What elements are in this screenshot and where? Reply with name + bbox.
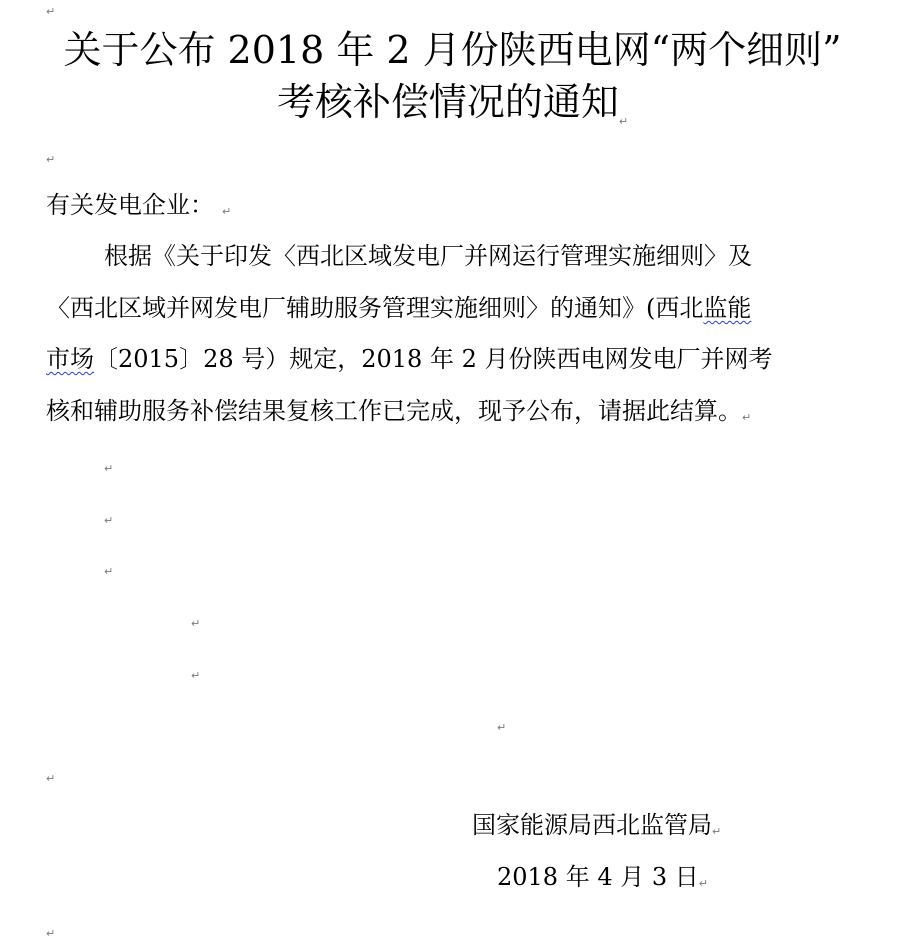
signature-organization [472,810,721,840]
body-line-4 [46,396,751,426]
body-line-3 [46,344,772,374]
paragraph-mark: ↵ [698,877,708,890]
paragraph-mark: ↵ [497,721,507,734]
paragraph-mark: ↵ [46,153,56,166]
paragraph-mark: ↵ [222,205,232,218]
document-title-line-2 [0,80,905,128]
paragraph-mark: ↵ [46,772,56,785]
body-line-2 [46,293,751,323]
spellcheck-flagged-word: 监能 [703,294,752,322]
salutation [46,190,231,220]
paragraph-mark: ↵ [191,617,201,630]
signature-date-text: 2018 年 4 月 3 日 [497,863,699,891]
body-line-1: 根据《关于印发〈西北区域发电厂并网运行管理实施细则〉及 [104,242,752,270]
paragraph-mark: ↵ [104,565,114,578]
paragraph-mark: ↵ [46,5,56,18]
title-line-2-text: 考核补偿情况的通知 [276,80,619,124]
paragraph-mark: ↵ [618,115,629,128]
paragraph-mark: ↵ [191,669,201,682]
body-line-2-text: 〈西北区域并网发电厂辅助服务管理实施细则〉的通知》(西北 [46,294,704,322]
signature-date [497,862,708,892]
spellcheck-flagged-word: 市场 [46,345,94,373]
body-line-4-text: 核和辅助服务补偿结果复核工作已完成，现予公布，请据此结算。 [46,397,742,425]
paragraph-mark: ↵ [104,514,114,527]
body-line-3-text: 〔2015〕28 号）规定，2018 年 2 月份陕西电网发电厂并网考 [94,345,773,373]
paragraph-mark: ↵ [46,927,56,940]
salutation-text: 有关发电企业： [46,191,214,219]
paragraph-mark: ↵ [104,462,114,475]
signature-organization-text: 国家能源局西北监管局 [472,811,712,839]
paragraph-mark: ↵ [712,825,722,838]
document-title-line-1: 关于公布 2018 年 2 月份陕西电网“两个细则” [63,28,842,72]
paragraph-mark: ↵ [742,411,752,424]
